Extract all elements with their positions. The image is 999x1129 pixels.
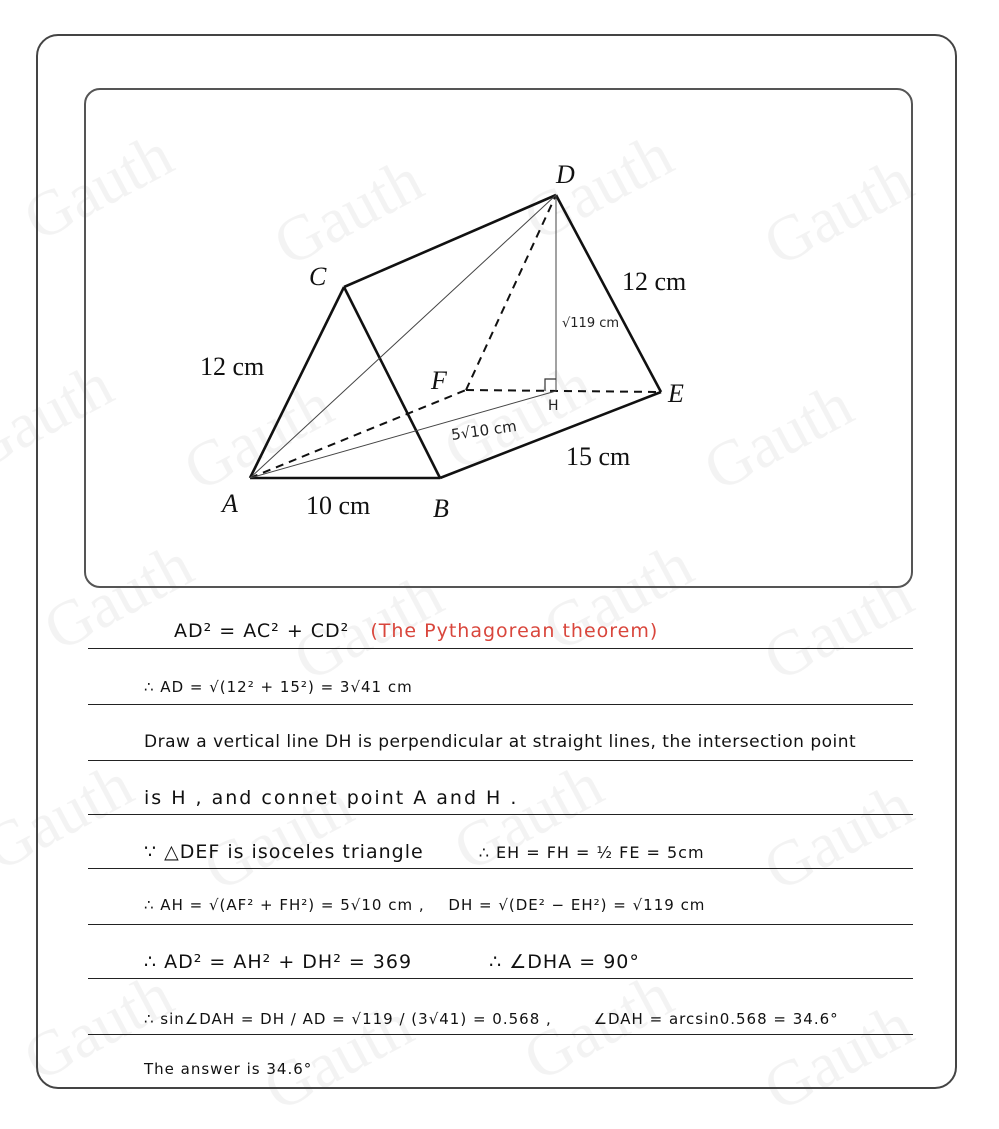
solution-line-4: is H , and connet point A and H . bbox=[144, 787, 519, 809]
dimension-ah: 5√10 cm bbox=[450, 416, 518, 444]
vertex-label-f: F bbox=[431, 366, 447, 395]
pythagoras-note: (The Pythagorean theorem) bbox=[370, 620, 659, 642]
ruled-line bbox=[88, 1034, 913, 1035]
ad-squared-statement: ∴ AD² = AH² + DH² = 369 bbox=[144, 951, 413, 973]
right-angle-statement: ∴ ∠DHA = 90° bbox=[489, 951, 640, 973]
ruled-line bbox=[88, 704, 913, 705]
sine-statement: ∴ sin∠DAH = DH / AD = √119 / (3√41) = 0.568 , bbox=[144, 1010, 552, 1028]
vertex-label-b: B bbox=[433, 494, 449, 523]
edge-fe bbox=[466, 390, 661, 392]
dimension-be: 15 cm bbox=[566, 442, 631, 471]
angle-result-statement: ∠DAH = arcsin0.568 = 34.6° bbox=[593, 1010, 839, 1028]
solution-line-8 bbox=[144, 1010, 839, 1028]
pythagoras-equation: AD² = AC² + CD² bbox=[174, 620, 350, 642]
ruled-line bbox=[88, 760, 913, 761]
edge-ac bbox=[250, 287, 344, 478]
solution-line-1 bbox=[174, 620, 658, 642]
ah-statement: ∴ AH = √(AF² + FH²) = 5√10 cm , bbox=[144, 896, 425, 914]
solution-line-2: ∴ AD = √(12² + 15²) = 3√41 cm bbox=[144, 678, 413, 696]
ruled-line bbox=[88, 978, 913, 979]
solution-line-5 bbox=[144, 841, 705, 863]
vertex-label-d: D bbox=[556, 160, 575, 189]
edge-fd bbox=[466, 195, 556, 390]
dimension-dh: √119 cm bbox=[562, 316, 620, 331]
ruled-line bbox=[88, 814, 913, 815]
ruled-line bbox=[88, 868, 913, 869]
isosceles-statement: ∵ △DEF is isoceles triangle bbox=[144, 841, 424, 863]
vertex-label-e: E bbox=[668, 379, 684, 408]
dimension-ab: 10 cm bbox=[306, 491, 371, 520]
dimension-ac: 12 cm bbox=[200, 352, 265, 381]
vertex-label-c: C bbox=[309, 262, 327, 291]
vertex-label-a: A bbox=[222, 489, 238, 518]
dimension-de: 12 cm bbox=[622, 267, 687, 296]
ruled-line bbox=[88, 648, 913, 649]
edge-cd bbox=[344, 195, 556, 287]
dh-statement: DH = √(DE² − EH²) = √119 cm bbox=[448, 896, 706, 914]
final-answer: The answer is 34.6° bbox=[144, 1060, 313, 1078]
ruled-line bbox=[88, 924, 913, 925]
right-angle-mark bbox=[545, 379, 556, 391]
solution-line-7 bbox=[144, 951, 640, 973]
vertex-label-h: H bbox=[548, 398, 559, 414]
eh-fh-statement: ∴ EH = FH = ½ FE = 5cm bbox=[478, 843, 705, 862]
solution-line-3: Draw a vertical line DH is perpendicular at straight lines, the intersection point bbox=[144, 732, 857, 752]
solution-line-6 bbox=[144, 896, 705, 914]
